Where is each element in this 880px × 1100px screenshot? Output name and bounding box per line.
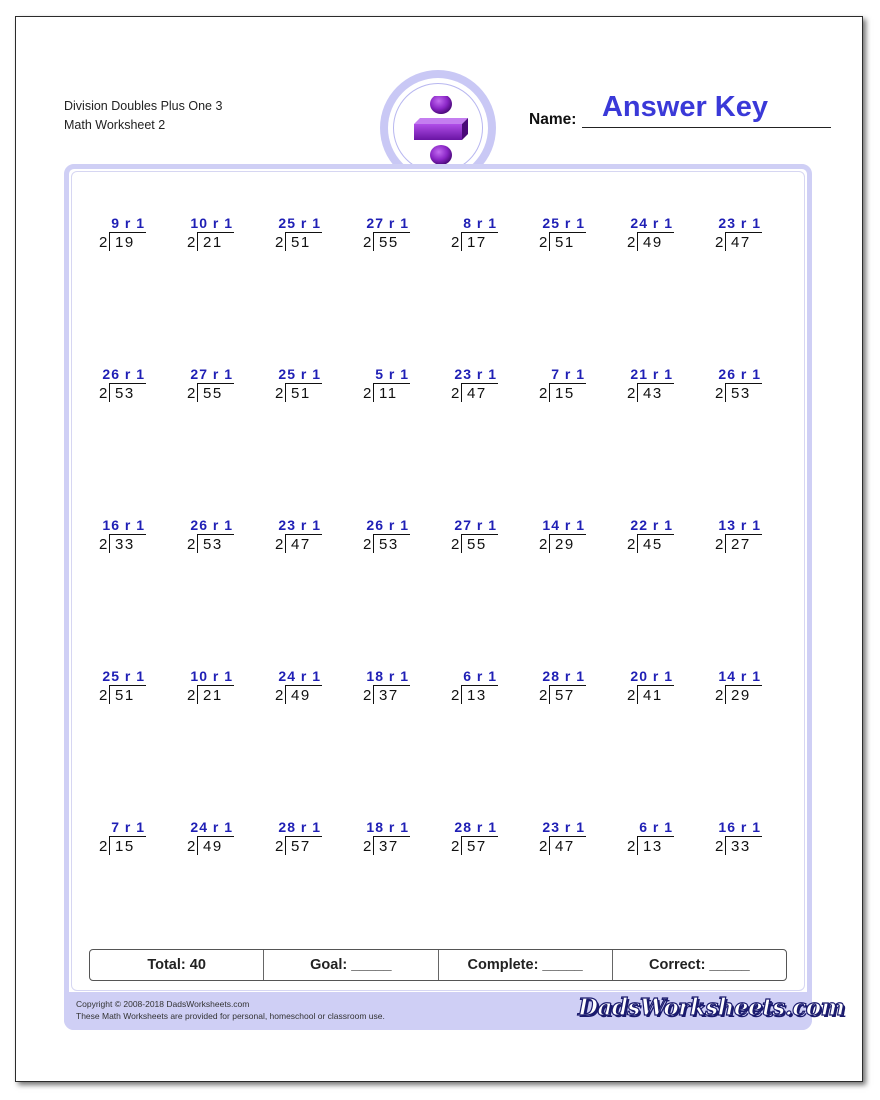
dividend: 33 bbox=[115, 536, 135, 553]
division-bar bbox=[638, 383, 674, 384]
dividend: 29 bbox=[555, 536, 575, 553]
divisor: 2 bbox=[363, 385, 372, 402]
division-bracket bbox=[373, 534, 374, 553]
dividend: 21 bbox=[203, 687, 223, 704]
division-bar bbox=[198, 836, 234, 837]
division-problem bbox=[626, 668, 686, 710]
answer-quotient: 10 r 1 bbox=[190, 668, 233, 684]
division-bar bbox=[198, 383, 234, 384]
dividend: 49 bbox=[643, 234, 663, 251]
division-problem bbox=[274, 215, 334, 257]
divisor: 2 bbox=[99, 385, 108, 402]
divisor: 2 bbox=[627, 536, 636, 553]
title-line-1: Division Doubles Plus One 3 bbox=[64, 99, 223, 113]
division-bar bbox=[110, 685, 146, 686]
answer-quotient: 7 r 1 bbox=[111, 819, 145, 835]
dividend: 55 bbox=[379, 234, 399, 251]
answer-quotient: 5 r 1 bbox=[375, 366, 409, 382]
answer-quotient: 26 r 1 bbox=[366, 517, 409, 533]
answer-quotient: 23 r 1 bbox=[542, 819, 585, 835]
division-problem bbox=[450, 819, 510, 861]
dividend: 51 bbox=[291, 234, 311, 251]
division-bracket bbox=[373, 383, 374, 402]
dividend: 47 bbox=[467, 385, 487, 402]
divisor: 2 bbox=[715, 385, 724, 402]
division-bracket bbox=[285, 685, 286, 704]
answer-quotient: 14 r 1 bbox=[718, 668, 761, 684]
divisor: 2 bbox=[363, 687, 372, 704]
score-box bbox=[89, 949, 787, 981]
divisor: 2 bbox=[451, 838, 460, 855]
answer-quotient: 16 r 1 bbox=[718, 819, 761, 835]
division-problem bbox=[538, 819, 598, 861]
answer-quotient: 27 r 1 bbox=[190, 366, 233, 382]
division-problem bbox=[450, 366, 510, 408]
division-problem bbox=[538, 517, 598, 559]
dividend: 17 bbox=[467, 234, 487, 251]
divisor: 2 bbox=[715, 234, 724, 251]
dividend: 53 bbox=[379, 536, 399, 553]
answer-key-text: Answer Key bbox=[601, 91, 768, 123]
divisor: 2 bbox=[539, 838, 548, 855]
dividend: 15 bbox=[115, 838, 135, 855]
answer-quotient: 21 r 1 bbox=[630, 366, 673, 382]
division-bracket bbox=[197, 383, 198, 402]
divisor: 2 bbox=[715, 838, 724, 855]
division-bracket bbox=[197, 836, 198, 855]
division-bracket bbox=[637, 232, 638, 251]
answer-quotient: 25 r 1 bbox=[278, 366, 321, 382]
answer-quotient: 22 r 1 bbox=[630, 517, 673, 533]
division-bar bbox=[462, 534, 498, 535]
division-bracket bbox=[461, 836, 462, 855]
division-bracket bbox=[197, 232, 198, 251]
dividend: 21 bbox=[203, 234, 223, 251]
divisor: 2 bbox=[187, 838, 196, 855]
division-bar bbox=[198, 685, 234, 686]
divisor: 2 bbox=[99, 234, 108, 251]
division-bar bbox=[550, 232, 586, 233]
division-bar bbox=[374, 232, 410, 233]
division-bar bbox=[638, 685, 674, 686]
divisor: 2 bbox=[451, 234, 460, 251]
division-bar bbox=[198, 232, 234, 233]
divisor: 2 bbox=[451, 536, 460, 553]
division-bar bbox=[110, 383, 146, 384]
divisor: 2 bbox=[275, 234, 284, 251]
division-bar bbox=[550, 685, 586, 686]
answer-quotient: 6 r 1 bbox=[639, 819, 673, 835]
copyright-notice bbox=[76, 998, 385, 1022]
score-complete: Complete: _____ bbox=[439, 950, 613, 980]
dividend: 29 bbox=[731, 687, 751, 704]
division-bracket bbox=[725, 836, 726, 855]
answer-quotient: 18 r 1 bbox=[366, 668, 409, 684]
division-bracket bbox=[109, 232, 110, 251]
dividend: 15 bbox=[555, 385, 575, 402]
dividend: 43 bbox=[643, 385, 663, 402]
division-bracket bbox=[197, 534, 198, 553]
division-problem bbox=[186, 366, 246, 408]
division-bar bbox=[286, 534, 322, 535]
divisor: 2 bbox=[715, 687, 724, 704]
answer-quotient: 26 r 1 bbox=[190, 517, 233, 533]
dividend: 53 bbox=[203, 536, 223, 553]
division-problem bbox=[450, 517, 510, 559]
division-bracket bbox=[637, 685, 638, 704]
answer-quotient: 10 r 1 bbox=[190, 215, 233, 231]
answer-quotient: 16 r 1 bbox=[102, 517, 145, 533]
division-problem bbox=[626, 215, 686, 257]
division-bar bbox=[374, 836, 410, 837]
dividend: 51 bbox=[291, 385, 311, 402]
division-bar bbox=[726, 836, 762, 837]
division-problem bbox=[98, 215, 158, 257]
divisor: 2 bbox=[275, 385, 284, 402]
division-bar bbox=[286, 383, 322, 384]
dividend: 37 bbox=[379, 838, 399, 855]
division-problem bbox=[450, 215, 510, 257]
divisor: 2 bbox=[99, 687, 108, 704]
division-bracket bbox=[109, 383, 110, 402]
division-problem bbox=[274, 366, 334, 408]
division-bracket bbox=[725, 232, 726, 251]
divisor: 2 bbox=[451, 687, 460, 704]
dividend: 47 bbox=[291, 536, 311, 553]
divisor: 2 bbox=[187, 536, 196, 553]
division-bracket bbox=[109, 685, 110, 704]
divisor: 2 bbox=[275, 687, 284, 704]
division-bracket bbox=[373, 685, 374, 704]
dividend: 55 bbox=[203, 385, 223, 402]
answer-quotient: 13 r 1 bbox=[718, 517, 761, 533]
dividend: 41 bbox=[643, 687, 663, 704]
brand-logo: DadsWorksheets.com bbox=[578, 994, 845, 1021]
dividend: 45 bbox=[643, 536, 663, 553]
division-problem bbox=[538, 668, 598, 710]
division-problem bbox=[362, 668, 422, 710]
divisor: 2 bbox=[627, 234, 636, 251]
division-bracket bbox=[285, 383, 286, 402]
answer-quotient: 25 r 1 bbox=[278, 215, 321, 231]
answer-quotient: 23 r 1 bbox=[718, 215, 761, 231]
dividend: 55 bbox=[467, 536, 487, 553]
dividend: 51 bbox=[555, 234, 575, 251]
division-problem bbox=[626, 819, 686, 861]
division-problem bbox=[274, 819, 334, 861]
answer-quotient: 9 r 1 bbox=[111, 215, 145, 231]
division-bracket bbox=[109, 534, 110, 553]
division-bar bbox=[638, 534, 674, 535]
division-problem bbox=[274, 517, 334, 559]
division-bracket bbox=[373, 232, 374, 251]
division-bar bbox=[110, 534, 146, 535]
answer-quotient: 7 r 1 bbox=[551, 366, 585, 382]
division-bar bbox=[550, 534, 586, 535]
divisor: 2 bbox=[363, 838, 372, 855]
divisor: 2 bbox=[363, 536, 372, 553]
answer-quotient: 25 r 1 bbox=[102, 668, 145, 684]
division-bar bbox=[462, 232, 498, 233]
dividend: 49 bbox=[203, 838, 223, 855]
division-problem bbox=[714, 819, 774, 861]
division-bar bbox=[110, 836, 146, 837]
division-bracket bbox=[725, 383, 726, 402]
division-bar bbox=[374, 685, 410, 686]
division-bar bbox=[726, 685, 762, 686]
division-problem bbox=[186, 517, 246, 559]
division-bracket bbox=[461, 383, 462, 402]
division-bar bbox=[286, 232, 322, 233]
division-bracket bbox=[285, 534, 286, 553]
divisor: 2 bbox=[99, 838, 108, 855]
division-bar bbox=[726, 232, 762, 233]
division-bar bbox=[462, 685, 498, 686]
usage-line: These Math Worksheets are provided for personal, homeschool or classroom use. bbox=[76, 1011, 385, 1021]
division-bracket bbox=[461, 685, 462, 704]
divisor: 2 bbox=[715, 536, 724, 553]
worksheet-title bbox=[64, 97, 222, 135]
dividend: 57 bbox=[291, 838, 311, 855]
division-bar bbox=[638, 232, 674, 233]
copyright-line: Copyright © 2008-2018 DadsWorksheets.com bbox=[76, 999, 250, 1009]
division-problem bbox=[714, 215, 774, 257]
name-label: Name: bbox=[529, 111, 577, 128]
division-bracket bbox=[285, 836, 286, 855]
answer-quotient: 23 r 1 bbox=[454, 366, 497, 382]
divisor: 2 bbox=[451, 385, 460, 402]
division-problem bbox=[186, 819, 246, 861]
answer-quotient: 27 r 1 bbox=[366, 215, 409, 231]
division-problem bbox=[186, 215, 246, 257]
division-problem bbox=[186, 668, 246, 710]
division-bar bbox=[374, 383, 410, 384]
division-bar bbox=[550, 383, 586, 384]
score-correct: Correct: _____ bbox=[649, 957, 750, 973]
score-total: Total: 40 bbox=[90, 950, 264, 980]
divisor: 2 bbox=[363, 234, 372, 251]
divisor: 2 bbox=[627, 385, 636, 402]
divisor: 2 bbox=[539, 385, 548, 402]
division-bracket bbox=[549, 232, 550, 251]
division-bracket bbox=[549, 383, 550, 402]
dividend: 53 bbox=[731, 385, 751, 402]
dividend: 33 bbox=[731, 838, 751, 855]
dividend: 27 bbox=[731, 536, 751, 553]
problems-frame-inner bbox=[71, 171, 805, 991]
division-bracket bbox=[549, 836, 550, 855]
divisor: 2 bbox=[187, 385, 196, 402]
answer-quotient: 20 r 1 bbox=[630, 668, 673, 684]
answer-quotient: 23 r 1 bbox=[278, 517, 321, 533]
dividend: 13 bbox=[643, 838, 663, 855]
divisor: 2 bbox=[627, 838, 636, 855]
division-problem bbox=[450, 668, 510, 710]
answer-quotient: 8 r 1 bbox=[463, 215, 497, 231]
dividend: 57 bbox=[467, 838, 487, 855]
dividend: 19 bbox=[115, 234, 135, 251]
division-bar bbox=[462, 836, 498, 837]
dividend: 11 bbox=[379, 385, 398, 402]
divisor: 2 bbox=[539, 536, 548, 553]
division-bracket bbox=[461, 232, 462, 251]
dividend: 57 bbox=[555, 687, 575, 704]
divisor: 2 bbox=[539, 234, 548, 251]
division-problem bbox=[274, 668, 334, 710]
division-bracket bbox=[373, 836, 374, 855]
dividend: 47 bbox=[731, 234, 751, 251]
division-bracket bbox=[549, 685, 550, 704]
division-bar bbox=[726, 383, 762, 384]
dividend: 49 bbox=[291, 687, 311, 704]
division-bracket bbox=[725, 685, 726, 704]
division-bar bbox=[726, 534, 762, 535]
division-problem bbox=[362, 215, 422, 257]
division-bracket bbox=[285, 232, 286, 251]
division-problem bbox=[714, 668, 774, 710]
division-bracket bbox=[461, 534, 462, 553]
division-problem bbox=[362, 819, 422, 861]
division-problem bbox=[714, 517, 774, 559]
division-bracket bbox=[637, 836, 638, 855]
division-bracket bbox=[549, 534, 550, 553]
divisor: 2 bbox=[539, 687, 548, 704]
division-bar bbox=[110, 232, 146, 233]
division-bar bbox=[374, 534, 410, 535]
division-bracket bbox=[725, 534, 726, 553]
division-problem bbox=[98, 668, 158, 710]
division-bar bbox=[286, 836, 322, 837]
divisor: 2 bbox=[187, 234, 196, 251]
division-bar bbox=[638, 836, 674, 837]
divisor: 2 bbox=[99, 536, 108, 553]
divisor: 2 bbox=[275, 536, 284, 553]
division-problem bbox=[98, 819, 158, 861]
division-bracket bbox=[637, 534, 638, 553]
answer-quotient: 28 r 1 bbox=[278, 819, 321, 835]
answer-quotient: 24 r 1 bbox=[278, 668, 321, 684]
division-problem bbox=[714, 366, 774, 408]
division-bar bbox=[198, 534, 234, 535]
answer-quotient: 26 r 1 bbox=[102, 366, 145, 382]
division-bracket bbox=[109, 836, 110, 855]
division-bracket bbox=[637, 383, 638, 402]
division-problem bbox=[362, 366, 422, 408]
division-problem bbox=[626, 517, 686, 559]
dividend: 51 bbox=[115, 687, 135, 704]
dividend: 53 bbox=[115, 385, 135, 402]
division-problem bbox=[538, 366, 598, 408]
division-problem bbox=[98, 366, 158, 408]
division-problem bbox=[362, 517, 422, 559]
division-problem bbox=[98, 517, 158, 559]
dividend: 13 bbox=[467, 687, 487, 704]
answer-quotient: 26 r 1 bbox=[718, 366, 761, 382]
answer-quotient: 28 r 1 bbox=[542, 668, 585, 684]
score-goal: Goal: _____ bbox=[264, 950, 438, 980]
divisor: 2 bbox=[627, 687, 636, 704]
name-field-line[interactable] bbox=[582, 127, 831, 128]
answer-quotient: 24 r 1 bbox=[190, 819, 233, 835]
dividend: 37 bbox=[379, 687, 399, 704]
dividend: 47 bbox=[555, 838, 575, 855]
division-bracket bbox=[197, 685, 198, 704]
division-bar bbox=[286, 685, 322, 686]
title-line-2: Math Worksheet 2 bbox=[64, 118, 166, 132]
answer-quotient: 24 r 1 bbox=[630, 215, 673, 231]
division-bar bbox=[462, 383, 498, 384]
division-problem bbox=[538, 215, 598, 257]
answer-quotient: 14 r 1 bbox=[542, 517, 585, 533]
divisor: 2 bbox=[187, 687, 196, 704]
division-bar bbox=[550, 836, 586, 837]
divisor: 2 bbox=[275, 838, 284, 855]
division-problem bbox=[626, 366, 686, 408]
answer-quotient: 27 r 1 bbox=[454, 517, 497, 533]
answer-quotient: 25 r 1 bbox=[542, 215, 585, 231]
answer-quotient: 18 r 1 bbox=[366, 819, 409, 835]
answer-quotient: 6 r 1 bbox=[463, 668, 497, 684]
answer-quotient: 28 r 1 bbox=[454, 819, 497, 835]
